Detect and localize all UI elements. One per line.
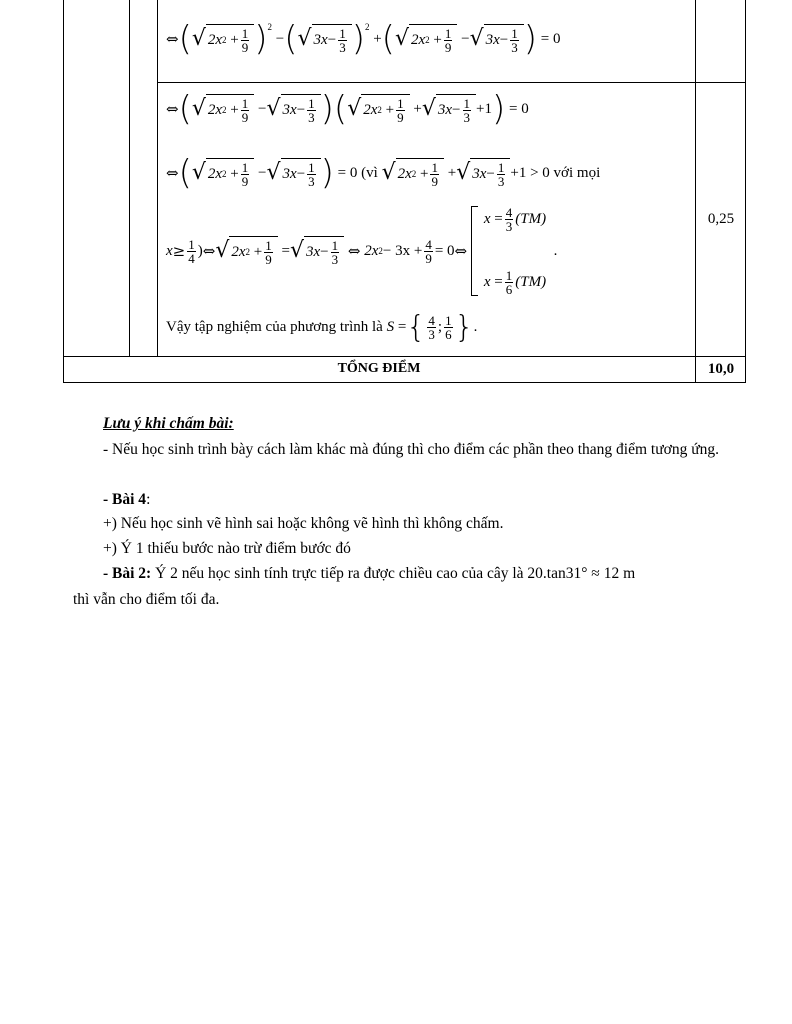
- table-border-bottom: [63, 382, 746, 383]
- note-line-2: +) Nếu học sinh vẽ hình sai hoặc không vẽ hình thì không chấm.: [103, 515, 504, 532]
- note-line-1: - Nếu học sinh trình bày cách làm khác mà đúng thì cho điểm các phần theo thang điểm tương ứng.: [103, 441, 719, 458]
- sqrt-expression: √ 3x − $\frac{1}{3}$: [266, 94, 320, 124]
- table-border-left: [63, 0, 64, 383]
- equation-line-4: x ≥ $\frac{1}{4}$ ) ⇔ √ 2x 2 + $\frac{1}{9}$ = √ 3x − $\frac{1}{3}$ ⇔ 2x 2 − 3x + $\frac{4}{9}$ = 0 ⇔ x = $\frac{4}{3}$ (TM) x = $\frac{1}{6}$ (TM) .: [166, 205, 558, 297]
- notes-heading: Lưu ý khi chấm bài:: [103, 415, 234, 432]
- score-cell: 0,25: [707, 211, 735, 227]
- table-col-line-3: [695, 0, 696, 383]
- table-col-line-1: [129, 0, 130, 356]
- sqrt-expression: √ 3x − $\frac{1}{3}$: [266, 158, 320, 188]
- sqrt-expression: √ 3x − $\frac{1}{3}$: [470, 24, 524, 54]
- equation-line-3: ⇔ ( √ 2x 2 + $\frac{1}{9}$ − √ 3x − $\frac{1}{3}$ ) = 0 (vì √ 2x 2 + $\frac{1}{9}$ + √ 3x − $\frac{1}{3}$ +1 > 0 với mọi: [166, 153, 601, 193]
- equation-line-1: ⇔ ( √ 2x 2 + $\frac{1}{9}$ ) 2 − ( √ 3x − $\frac{1}{3}$ ) 2 + ( √ 2x 2 + $\frac{1}{9}$ − √ 3x − $\frac{1}{3}$ ) = 0: [166, 19, 561, 59]
- cases-bracket: [471, 206, 478, 296]
- note-bai2: - Bài 2: Ý 2 nếu học sinh tính trực tiếp ra được chiều cao của cây là 20.tan31° ≈ 12 m: [103, 565, 636, 582]
- sqrt-expression: √ 2x 2 + $\frac{1}{9}$: [192, 94, 254, 124]
- table-row-divider: [157, 82, 745, 83]
- solution-set-line: Vậy tập nghiệm của phương trình là S = { $\frac{4}{3}$ ; $\frac{1}{6}$ } .: [166, 310, 478, 345]
- note-line-3: +) Ý 1 thiếu bước nào trừ điểm bước đó: [103, 540, 351, 557]
- table-row-divider: [63, 356, 746, 357]
- sqrt-expression: √ 2x 2 + $\frac{1}{9}$: [192, 158, 254, 188]
- sqrt-expression: √ 3x − $\frac{1}{3}$: [298, 24, 352, 54]
- table-border-right: [745, 0, 746, 383]
- note-bai4: - Bài 4:: [103, 491, 151, 508]
- sqrt-expression: √ 2x 2 + $\frac{1}{9}$: [215, 236, 277, 266]
- solution-cases: x = $\frac{4}{3}$ (TM) x = $\frac{1}{6}$ (TM): [483, 205, 547, 297]
- sqrt-expression: √ 3x − $\frac{1}{3}$: [456, 158, 510, 188]
- sqrt-expression: √ 2x 2 + $\frac{1}{9}$: [395, 24, 457, 54]
- sqrt-expression: √ 3x − $\frac{1}{3}$: [290, 236, 344, 266]
- note-line-4b: thì vẫn cho điểm tối đa.: [73, 591, 220, 608]
- total-value: 10,0: [707, 361, 735, 377]
- sqrt-expression: √ 2x 2 + $\frac{1}{9}$: [347, 94, 409, 124]
- total-label: TỔNG ĐIỂM: [337, 361, 421, 376]
- equation-line-2: ⇔ ( √ 2x 2 + $\frac{1}{9}$ − √ 3x − $\frac{1}{3}$ ) ( √ 2x 2 + $\frac{1}{9}$ + √ 3x − $\frac{1}{3}$ +1 ) = 0: [166, 89, 529, 129]
- sqrt-expression: √ 2x 2 + $\frac{1}{9}$: [382, 158, 444, 188]
- table-col-line-2: [157, 0, 158, 356]
- sqrt-expression: √ 2x 2 + $\frac{1}{9}$: [192, 24, 254, 54]
- sqrt-expression: √ 3x − $\frac{1}{3}$: [422, 94, 476, 124]
